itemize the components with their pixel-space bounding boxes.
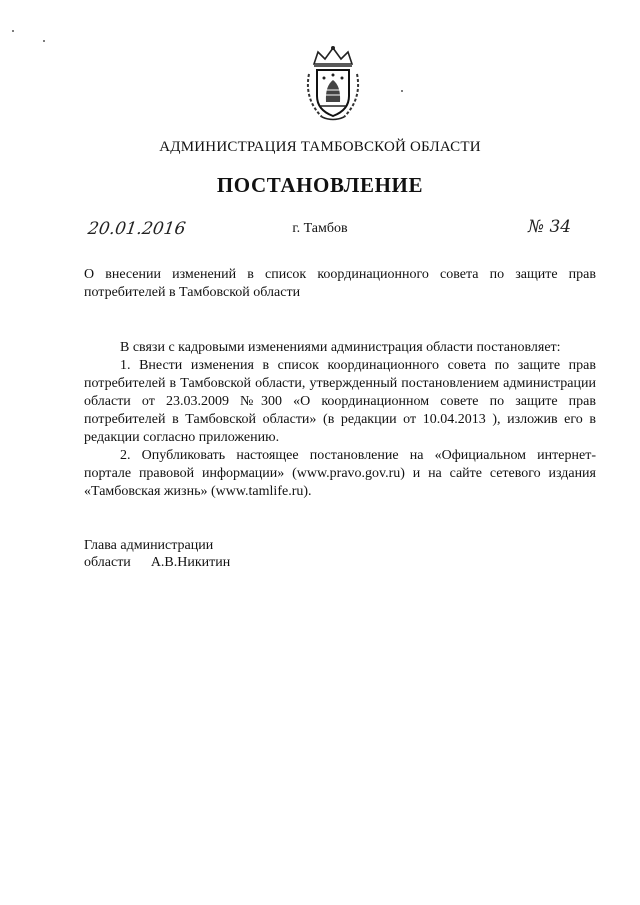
signature-region-label: области — [84, 555, 131, 570]
handwritten-date: 20.01.2016 — [86, 219, 187, 239]
signature-name-line — [84, 554, 230, 571]
document-meta-row — [0, 219, 640, 245]
handwritten-document-number: № 34 — [528, 217, 572, 237]
body-item-1: 1. Внести изменения в список координационного совета по защите прав потребителей в Тамбовской области, утвержденный постановлением администрации области от 23.03.2009 №300 «О координационном совете по защите прав потребителей в Тамбовской области» (в редакции от 10.04.2013 ), изложив его в редакции согласно приложению. — [84, 358, 596, 445]
city-label: г. Тамбов — [292, 221, 348, 236]
coat-of-arms-emblem — [300, 44, 366, 124]
signature-block — [84, 537, 230, 571]
document-body — [84, 339, 596, 501]
body-item-2: 2. Опубликовать настоящее постановление на «Официальном интернет-портале правовой информации» (www.pravo.gov.ru) и на сайте сетевого издания «Тамбовская жизнь» (www.tamlife.ru). — [84, 448, 596, 499]
organization-name: АДМИНИСТРАЦИЯ ТАМБОВСКОЙ ОБЛАСТИ — [159, 139, 481, 155]
document-type-title: ПОСТАНОВЛЕНИЕ — [216, 173, 424, 197]
document-subject: О внесении изменений в список координационного совета по защите прав потребителей в Тамбовской области — [84, 267, 596, 300]
scan-speck — [401, 90, 403, 92]
scan-speck — [43, 40, 45, 42]
scan-speck — [12, 30, 14, 32]
signatory-name: А.В.Никитин — [150, 555, 231, 570]
signature-title-line: Глава администрации — [84, 538, 214, 553]
body-intro-paragraph: В связи с кадровыми изменениями администрация области постановляет: — [120, 340, 561, 355]
